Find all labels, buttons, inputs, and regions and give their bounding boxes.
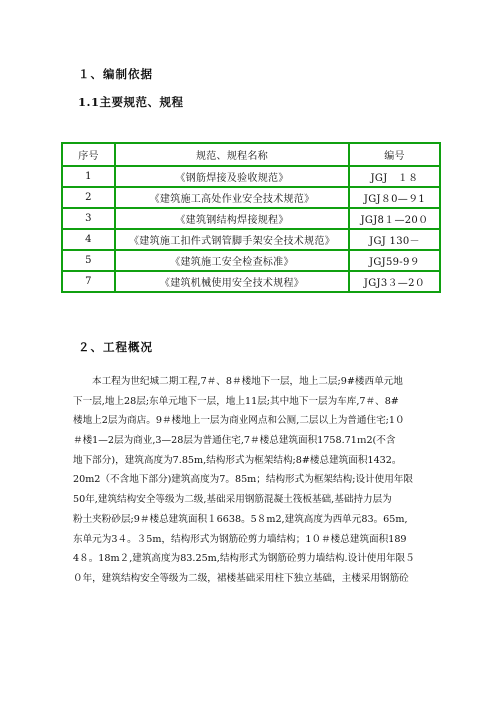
paragraph-line: 50年,建筑结构安全等级为二级,基础采用钢筋混凝土筏板基础,基础持力层为 <box>73 494 392 506</box>
table-row <box>62 271 440 292</box>
table-row <box>62 187 440 208</box>
subsection-heading-norms: 1.1主要规范、规程 <box>78 95 184 109</box>
cell-code: JGJ8１—20０ <box>349 208 440 229</box>
cell-name: 《建筑钢结构焊接规程》 <box>115 208 349 229</box>
cell-no: 1 <box>62 166 115 187</box>
cell-code: JGJ3３—2０ <box>349 271 440 292</box>
cell-code: JGJ １８ <box>349 166 440 187</box>
cell-name: 《钢筋焊接及验收规范》 <box>115 166 349 187</box>
paragraph-line: 楼地上2层为商店。9＃楼地上一层为商业网点和公厕,二层以上为普通住宅;1０ <box>73 415 405 427</box>
table-row <box>62 166 440 187</box>
cell-no: 4 <box>62 229 115 250</box>
header-cell-name: 规范、规程名称 <box>115 143 349 166</box>
cell-no: 2 <box>62 187 115 208</box>
cell-code: JGJ 130－ <box>349 229 440 250</box>
cell-name: 《建筑机械使用安全技术规程》 <box>115 271 349 292</box>
cell-code: JGJ59-9９ <box>349 250 440 271</box>
cell-no: 7 <box>62 271 115 292</box>
table-row <box>62 250 440 271</box>
project-overview-paragraph <box>73 372 431 589</box>
paragraph-line: ＃楼1—2层为商业,3—28层为普通住宅,7＃楼总建筑面积1758.71ｍ2(不含 <box>73 435 396 447</box>
cell-no: 5 <box>62 250 115 271</box>
paragraph-line: 本工程为世纪城二期工程,7＃、8＃楼地下一层，地上二层;9#楼西单元地 <box>92 376 403 387</box>
section-heading-basis: １、编制依据 <box>78 67 153 81</box>
cell-name: 《建筑施工安全检查标准》 <box>115 250 349 271</box>
paragraph-line: 地下部分)，建筑高度为7.85m,结构形式为框架结构;8#楼总建筑面积1432。 <box>73 454 402 466</box>
paragraph-line: ０年，建筑结构安全等级为二级，裙楼基础采用柱下独立基础，主楼采用钢筋砼 <box>73 572 409 584</box>
paragraph-line: 下一层,地上28层;东单元地下一层，地上11层;其中地下一层为车库,7＃、8# <box>73 395 399 407</box>
header-cell-code: 编号 <box>349 143 440 166</box>
header-cell-no: 序号 <box>62 143 115 166</box>
table-row <box>62 229 440 250</box>
cell-no: 3 <box>62 208 115 229</box>
table-header-row <box>62 143 440 166</box>
cell-code: JGJ８0—９1 <box>349 187 440 208</box>
norms-table <box>61 142 441 293</box>
cell-name: 《建筑施工扣件式钢管脚手架安全技术规范》 <box>115 229 349 250</box>
table-row <box>62 208 440 229</box>
paragraph-line: 粉土夹粉砂层;9＃楼总建筑面积１6638。5８m2,建筑高度为西单元83。65m, <box>73 513 408 525</box>
paragraph-line: 20m2（不含地下部分)建筑高度为7。85m；结构形式为框架结构;设计使用年限 <box>73 474 414 486</box>
paragraph-line: 东单元为3４。３5m，结构形式为钢筋砼剪力墙结构；1０＃楼总建筑面积189 <box>73 533 407 545</box>
paragraph-line: 4８。18m２,建筑高度为83.25m,结构形式为钢筋砼剪力墙结构.设计使用年限５ <box>73 553 415 565</box>
cell-name: 《建筑施工高处作业安全技术规范》 <box>115 187 349 208</box>
section-heading-overview: ２、工程概况 <box>78 340 153 354</box>
